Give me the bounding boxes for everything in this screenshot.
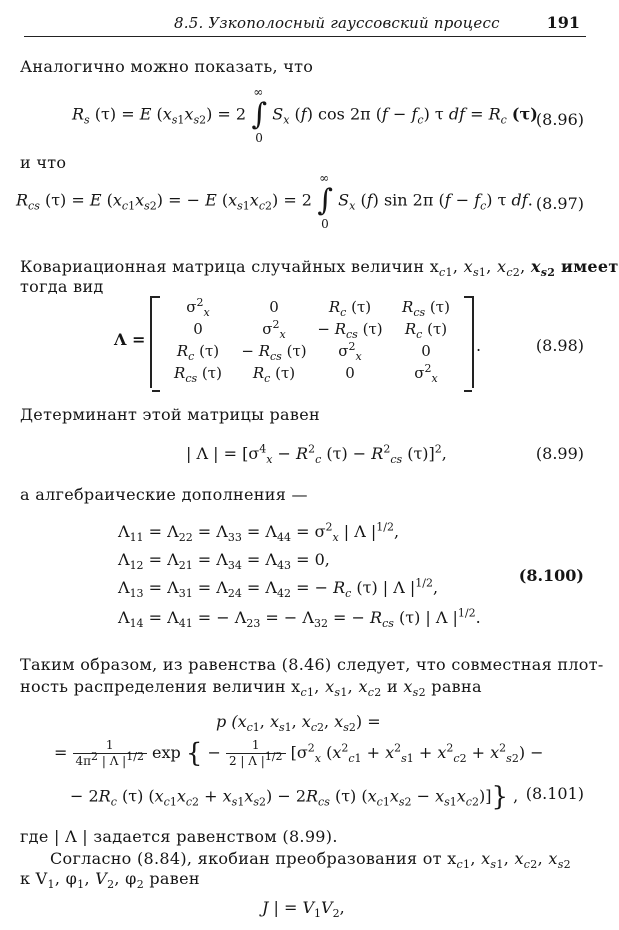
covariance-matrix <box>150 296 474 388</box>
equation-8-101-line3: − $2R_c$ (τ) $(x_{c1}x_{c2} + x_{s1}x_{s2}) - 2R_{cs}$ (τ) $(x_{c1}x_{s2} - x_{s1}x_{c2})$]} , <box>70 782 519 812</box>
page-number: 191 <box>546 13 580 32</box>
paragraph-cofactors: а алгебраические дополнения — <box>20 485 308 504</box>
equation-number-8-101: (8.101) <box>525 784 584 803</box>
matrix-period: . <box>476 336 482 355</box>
matrix-lambda-label: Λ = <box>114 330 146 349</box>
paragraph-where: где | Λ | задается равенством (8.99). <box>20 827 338 846</box>
running-head <box>24 12 586 37</box>
matrix-row: $R_{cs}$ (τ) $R_c$ (τ) 0 $\sigma^2_x$ <box>174 362 438 385</box>
paragraph-covariance-line2: тогда вид <box>20 277 104 296</box>
paragraph-intro: Аналогично можно показать, что <box>20 57 314 76</box>
paragraph-and-that: и что <box>20 153 67 172</box>
equation-8-97: $R_{cs}$ (τ) = E $(x_{c1}x_{s2})$ = − E $(x_{s1}x_{c2}) = 2$ ∫ ∞ 0 $S_x$ (f) sin 2π $(f - f_c)$ τ df. <box>16 171 533 231</box>
equation-8-100-line4: $\Lambda_{14} = \Lambda_{41}$ = − $\Lambda_{23}$ = − $\Lambda_{32}$ = − $R_{cs}$ (τ) | Λ $|^{1/2}$. <box>118 606 481 631</box>
equation-8-99: | Λ | = [$\sigma^4_x - R^2_c$ $(\tau) - R^2_{cs}$ (τ)]$^2$, <box>186 442 447 467</box>
equation-number-8-98: (8.98) <box>535 336 584 355</box>
paragraph-covariance-line1: Ковариационная матрица случайных величин $x_{c1}$, $x_{s1}$, $x_{c2}$, $x_{s2}$ имеет <box>20 257 619 280</box>
equation-jacobian: J | = $V_1V_2$, <box>262 898 345 921</box>
equation-8-100-line2: $\Lambda_{12} = \Lambda_{21} = \Lambda_{34} = \Lambda_{43} = 0$, <box>118 550 330 573</box>
matrix-row: $\sigma^2_x$ 0 $R_c$ (τ) $R_{cs}$ (τ) <box>186 296 450 319</box>
paragraph-determinant: Детерминант этой матрицы равен <box>20 405 320 424</box>
equation-8-96: $R_s$ (τ) = E $(x_{s1}x_{s2}) = 2$ ∫ ∞ 0 $S_x$ (f) cos 2π $(f - f_c)$ τ df = $R_c$ (τ) <box>72 85 538 145</box>
equation-number-8-96: (8.96) <box>535 110 584 129</box>
paragraph-jacobian-line1: Согласно (8.84), якобиан преобразования от $x_{c1}$, $x_{s1}$, $x_{c2}$, $x_{s2}$ <box>50 849 571 872</box>
equation-number-8-99: (8.99) <box>535 444 584 463</box>
running-title: 8.5. Узкополосный гауссовский процесс <box>174 14 500 32</box>
paragraph-joint-density-line1: Таким образом, из равенства (8.46) следует, что совместная плот- <box>20 655 604 674</box>
matrix-row: 0 $\sigma^2_x$ − $R_{cs}$ (τ) $R_c$ (τ) <box>193 318 448 341</box>
paragraph-jacobian-line2: к $V_1$, $\varphi_1$, $V_2$, $\varphi_2$ равен <box>20 869 200 892</box>
equation-8-101-line1: p ($x_{c1}$, $x_{s1}$, $x_{c2}$, $x_{s2}$) = <box>216 712 381 735</box>
equation-number-8-97: (8.97) <box>535 194 584 213</box>
equation-8-100-line3: $\Lambda_{13} = \Lambda_{31} = \Lambda_{24} = \Lambda_{42}$ = − $R_c$ (τ) | Λ $|^{1/2}$, <box>118 576 439 601</box>
matrix-row: $R_c$ (τ) − $R_{cs}$ (τ) $\sigma^2_x$ 0 <box>176 340 431 363</box>
equation-8-100-line1: $\Lambda_{11} = \Lambda_{22} = \Lambda_{33} = \Lambda_{44} = \sigma^2_x$ | Λ $|^{1/2}$, <box>118 520 400 545</box>
equation-number-8-100: (8.100) <box>518 566 584 585</box>
paragraph-joint-density-line2: ность распределения величин $x_{c1}$, $x_{s1}$, $x_{c2}$ и $x_{s2}$ равна <box>20 677 482 700</box>
equation-8-101-line2: = $\frac{1}{4\pi^2 | \Lambda |^{1/2}}$ exp { − $\frac{1}{2 | \Lambda |^{1/2}}$ [$\sigma^2_x$ $(x^2_{c1} + x^2_{s1} + x^2_{c2} + x^2_{s2})$ − <box>54 738 544 769</box>
